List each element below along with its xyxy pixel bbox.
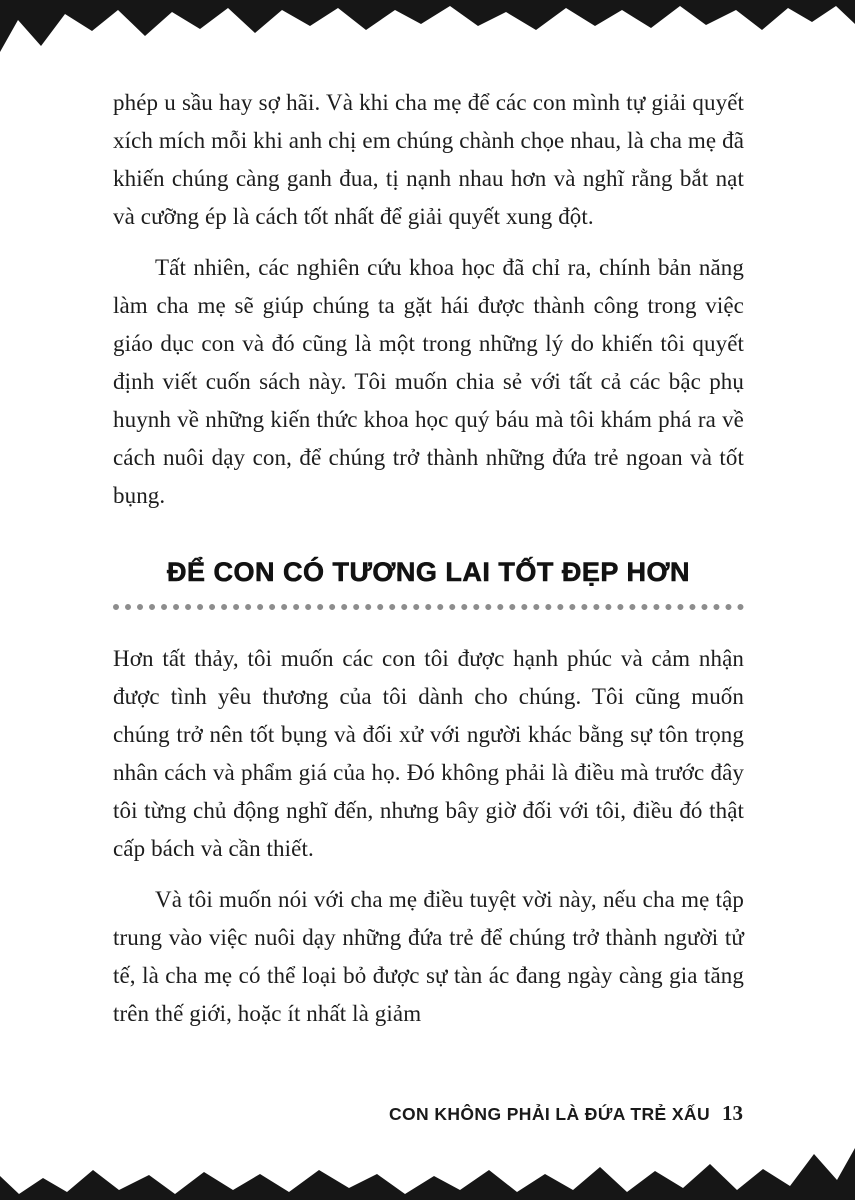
paragraph: Tất nhiên, các nghiên cứu khoa học đã chỉ ra, chính bản năng làm cha mẹ sẽ giúp chúng ta gặt hái được thành công trong việc giáo dục con và đó cũng là một trong những lý do khiến tôi quyết định viết cuốn sách này. Tôi muốn chia sẻ với tất cả các bậc phụ huynh về những kiến thức khoa học quý báu mà tôi khám phá ra về cách nuôi dạy con, để chúng trở thành những đứa trẻ ngoan và tốt bụng.: [113, 255, 744, 508]
page-body-text: [113, 84, 744, 1046]
page-number: 13: [722, 1101, 743, 1125]
paragraph: Hơn tất thảy, tôi muốn các con tôi được hạnh phúc và cảm nhận được tình yêu thương của tôi dành cho chúng. Tôi cũng muốn chúng trở nên tốt bụng và đối xử với người khác bằng sự tôn trọng nhân cách và phẩm giá của họ. Đó không phải là điều mà trước đây tôi từng chủ động nghĩ đến, nhưng bây giờ đối với tôi, điều đó thật cấp bách và cần thiết.: [113, 646, 744, 861]
paragraph: phép u sầu hay sợ hãi. Và khi cha mẹ để các con mình tự giải quyết xích mích mỗi khi anh chị em chúng chành chọe nhau, là cha mẹ đã khiến chúng càng ganh đua, tị nạnh nhau hơn và nghĩ rằng bắt nạt và cưỡng ép là cách tốt nhất để giải quyết xung đột.: [113, 90, 744, 229]
dotted-divider: [113, 604, 744, 610]
section-heading: ĐỂ CON CÓ TƯƠNG LAI TỐT ĐẸP HƠN: [167, 557, 690, 587]
section-heading-block: [113, 557, 744, 610]
paragraph: Và tôi muốn nói với cha mẹ điều tuyệt vời này, nếu cha mẹ tập trung vào việc nuôi dạy những đứa trẻ để chúng trở thành người tử tế, là cha mẹ có thể loại bỏ được sự tàn ác đang ngày càng gia tăng trên thế giới, hoặc ít nhất là giảm: [113, 887, 744, 1026]
bottom-torn-edge-decoration: [0, 1142, 855, 1200]
top-torn-edge-decoration: [0, 0, 855, 58]
running-title: CON KHÔNG PHẢI LÀ ĐỨA TRẺ XẤU: [388, 1104, 710, 1124]
page-footer: [389, 1101, 743, 1126]
